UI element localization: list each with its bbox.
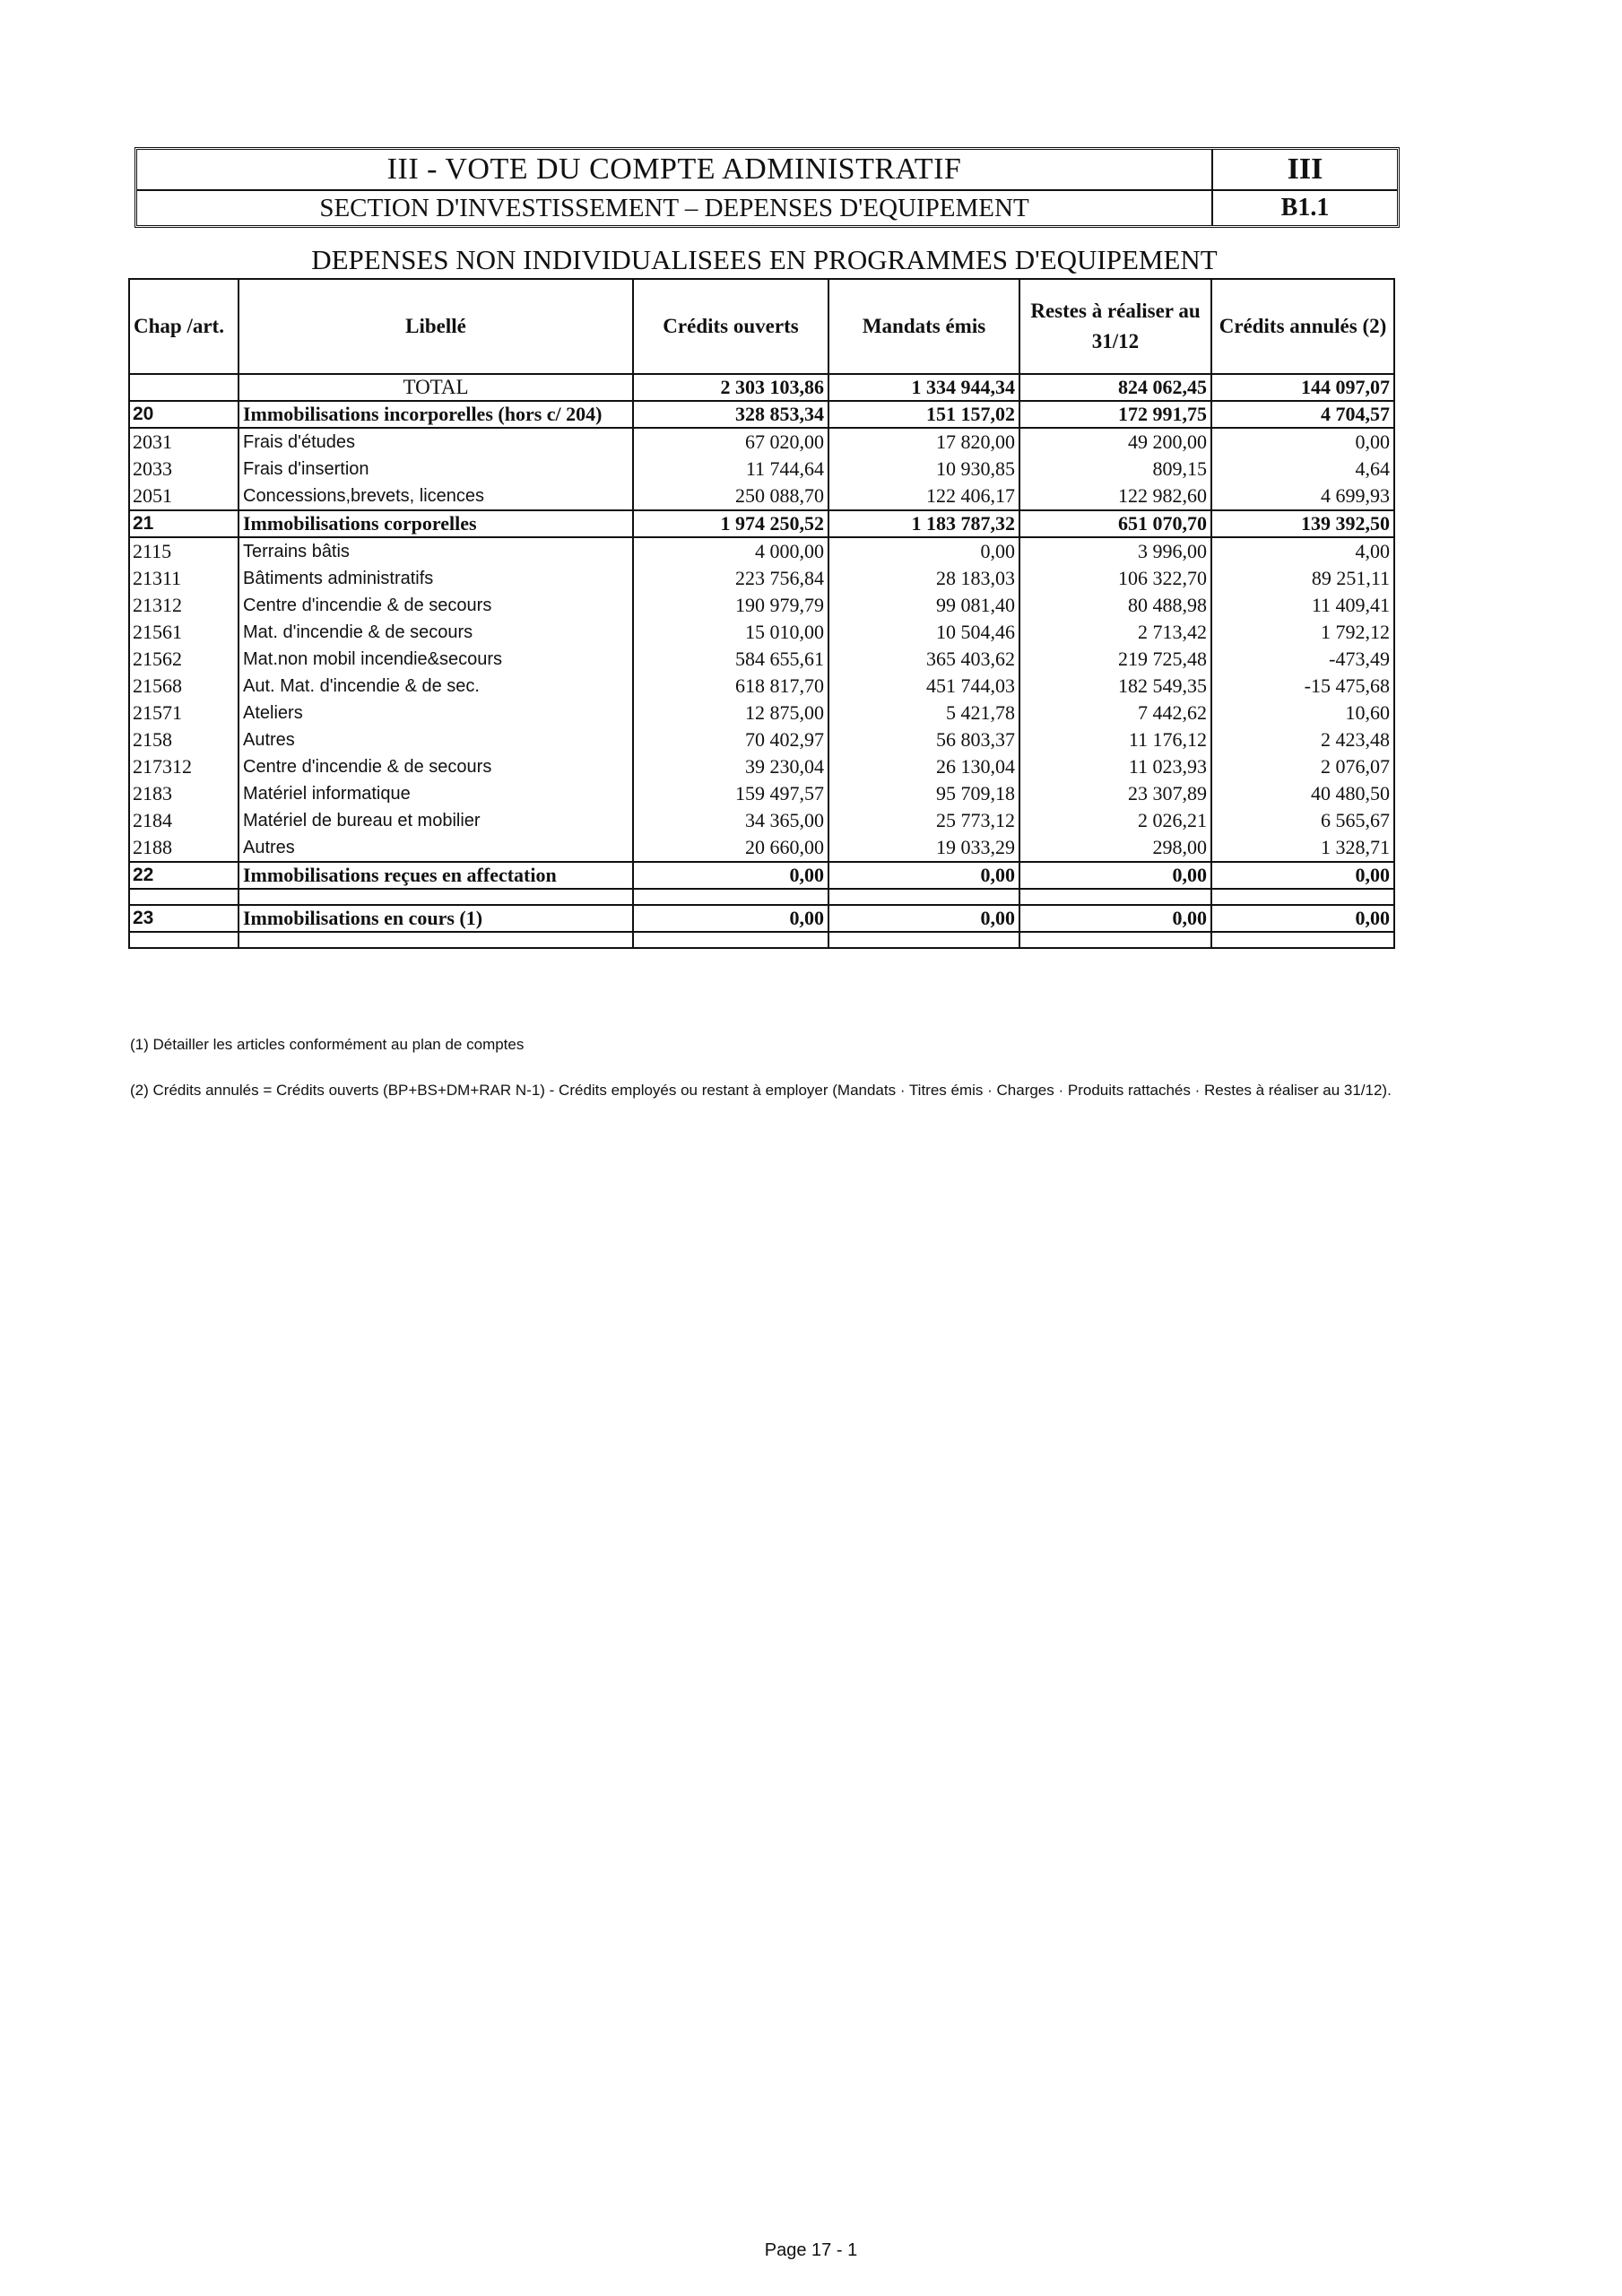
article-label: Mat.non mobil incendie&secours	[239, 646, 633, 673]
article-annules: 4,64	[1211, 456, 1394, 483]
chapter-code: 22	[129, 862, 239, 889]
chapter-annules: 139 392,50	[1211, 510, 1394, 537]
article-mandats: 28 183,03	[828, 565, 1019, 592]
chapter-label: Immobilisations en cours (1)	[239, 905, 633, 932]
total-row	[129, 374, 1394, 401]
chapter-restes: 172 991,75	[1019, 401, 1211, 428]
article-annules: 1 328,71	[1211, 834, 1394, 862]
empty-cell	[239, 932, 633, 948]
article-code: 21571	[129, 700, 239, 726]
table-row	[129, 726, 1394, 753]
article-restes: 23 307,89	[1019, 780, 1211, 807]
article-label: Centre d'incendie & de secours	[239, 753, 633, 780]
article-restes: 11 023,93	[1019, 753, 1211, 780]
expenses-table	[128, 278, 1395, 949]
chapter-code: 20	[129, 401, 239, 428]
article-annules: 89 251,11	[1211, 565, 1394, 592]
article-code: 2188	[129, 834, 239, 862]
article-annules: 40 480,50	[1211, 780, 1394, 807]
article-code: 2158	[129, 726, 239, 753]
empty-cell	[1019, 889, 1211, 905]
article-label: Autres	[239, 726, 633, 753]
footnote-1: (1) Détailler les articles conformément au plan de comptes	[130, 1036, 525, 1053]
article-annules: 4 699,93	[1211, 483, 1394, 510]
empty-cell	[633, 889, 828, 905]
table-row	[129, 834, 1394, 862]
col-header-chap: Chap /art.	[129, 279, 239, 374]
article-code: 2031	[129, 428, 239, 456]
total-restes: 824 062,45	[1019, 374, 1211, 401]
article-credits: 618 817,70	[633, 673, 828, 700]
chapter-row	[129, 905, 1394, 932]
chapter-credits: 1 974 250,52	[633, 510, 828, 537]
page-number: Page 17 - 1	[764, 2240, 858, 2260]
article-restes: 809,15	[1019, 456, 1211, 483]
header-code-box	[1213, 150, 1397, 225]
col-header-libelle: Libellé	[239, 279, 633, 374]
header-code: III	[1213, 150, 1397, 191]
table-row	[129, 753, 1394, 780]
total-mandats: 1 334 944,34	[828, 374, 1019, 401]
article-restes: 122 982,60	[1019, 483, 1211, 510]
chapter-credits: 328 853,34	[633, 401, 828, 428]
article-credits: 223 756,84	[633, 565, 828, 592]
article-restes: 7 442,62	[1019, 700, 1211, 726]
article-mandats: 26 130,04	[828, 753, 1019, 780]
table-row	[129, 592, 1394, 619]
empty-chapter-spacer	[129, 932, 1394, 948]
article-label: Bâtiments administratifs	[239, 565, 633, 592]
article-credits: 584 655,61	[633, 646, 828, 673]
article-annules: 0,00	[1211, 428, 1394, 456]
article-label: Aut. Mat. d'incendie & de sec.	[239, 673, 633, 700]
article-mandats: 17 820,00	[828, 428, 1019, 456]
article-label: Frais d'insertion	[239, 456, 633, 483]
total-label: TOTAL	[239, 374, 633, 401]
col-header-annules: Crédits annulés (2)	[1211, 279, 1394, 374]
chapter-mandats: 151 157,02	[828, 401, 1019, 428]
article-restes: 11 176,12	[1019, 726, 1211, 753]
col-header-restes: Restes à réaliser au 31/12	[1019, 279, 1211, 374]
footnote-2: (2) Crédits annulés = Crédits ouverts (BP+BS+DM+RAR N-1) - Crédits employés ou restant à employer (Mandats · Titres émis · Charges · Produits rattachés · Restes à réaliser au 31/12).	[130, 1082, 1392, 1099]
header-title: III - VOTE DU COMPTE ADMINISTRATIF	[137, 150, 1211, 191]
article-mandats: 10 930,85	[828, 456, 1019, 483]
article-label: Centre d'incendie & de secours	[239, 592, 633, 619]
empty-cell	[1211, 932, 1394, 948]
chapter-label: Immobilisations corporelles	[239, 510, 633, 537]
article-annules: 11 409,41	[1211, 592, 1394, 619]
table-row	[129, 483, 1394, 510]
chapter-credits: 0,00	[633, 905, 828, 932]
article-mandats: 10 504,46	[828, 619, 1019, 646]
article-code: 2115	[129, 537, 239, 565]
article-mandats: 56 803,37	[828, 726, 1019, 753]
chapter-annules: 0,00	[1211, 905, 1394, 932]
article-label: Terrains bâtis	[239, 537, 633, 565]
article-mandats: 95 709,18	[828, 780, 1019, 807]
table-row	[129, 428, 1394, 456]
article-credits: 190 979,79	[633, 592, 828, 619]
article-restes: 106 322,70	[1019, 565, 1211, 592]
article-code: 217312	[129, 753, 239, 780]
article-mandats: 122 406,17	[828, 483, 1019, 510]
chapter-row	[129, 862, 1394, 889]
article-label: Ateliers	[239, 700, 633, 726]
chapter-code: 23	[129, 905, 239, 932]
article-mandats: 451 744,03	[828, 673, 1019, 700]
article-label: Matériel de bureau et mobilier	[239, 807, 633, 834]
article-annules: 2 423,48	[1211, 726, 1394, 753]
header-subcode: B1.1	[1280, 194, 1330, 222]
article-code: 2033	[129, 456, 239, 483]
table-row	[129, 456, 1394, 483]
article-annules: -473,49	[1211, 646, 1394, 673]
chapter-annules: 0,00	[1211, 862, 1394, 889]
chapter-code: 21	[129, 510, 239, 537]
chapter-mandats: 0,00	[828, 862, 1019, 889]
article-credits: 12 875,00	[633, 700, 828, 726]
empty-cell	[239, 889, 633, 905]
header-section: SECTION D'INVESTISSEMENT – DEPENSES D'EQUIPEMENT	[319, 193, 1029, 222]
article-credits: 20 660,00	[633, 834, 828, 862]
article-code: 21562	[129, 646, 239, 673]
chapter-restes: 0,00	[1019, 905, 1211, 932]
article-restes: 3 996,00	[1019, 537, 1211, 565]
table-row	[129, 619, 1394, 646]
chapter-label: Immobilisations reçues en affectation	[239, 862, 633, 889]
article-credits: 11 744,64	[633, 456, 828, 483]
chapter-label: Immobilisations incorporelles (hors c/ 204)	[239, 401, 633, 428]
article-annules: 4,00	[1211, 537, 1394, 565]
article-credits: 15 010,00	[633, 619, 828, 646]
article-credits: 70 402,97	[633, 726, 828, 753]
article-restes: 2 026,21	[1019, 807, 1211, 834]
article-mandats: 365 403,62	[828, 646, 1019, 673]
article-credits: 34 365,00	[633, 807, 828, 834]
col-header-mandats: Mandats émis	[828, 279, 1019, 374]
article-restes: 80 488,98	[1019, 592, 1211, 619]
article-label: Frais d'études	[239, 428, 633, 456]
article-code: 21312	[129, 592, 239, 619]
article-annules: 10,60	[1211, 700, 1394, 726]
chapter-credits: 0,00	[633, 862, 828, 889]
article-credits: 67 020,00	[633, 428, 828, 456]
article-mandats: 0,00	[828, 537, 1019, 565]
table-row	[129, 780, 1394, 807]
chapter-mandats: 1 183 787,32	[828, 510, 1019, 537]
article-restes: 2 713,42	[1019, 619, 1211, 646]
article-code: 21561	[129, 619, 239, 646]
table-header-row	[129, 279, 1394, 374]
article-label: Matériel informatique	[239, 780, 633, 807]
chapter-mandats: 0,00	[828, 905, 1019, 932]
article-credits: 4 000,00	[633, 537, 828, 565]
article-annules: 1 792,12	[1211, 619, 1394, 646]
article-mandats: 5 421,78	[828, 700, 1019, 726]
table-row	[129, 646, 1394, 673]
chapter-row	[129, 510, 1394, 537]
total-annules: 144 097,07	[1211, 374, 1394, 401]
article-label: Autres	[239, 834, 633, 862]
empty-cell	[129, 932, 239, 948]
article-code: 2183	[129, 780, 239, 807]
article-credits: 159 497,57	[633, 780, 828, 807]
chapter-row	[129, 401, 1394, 428]
article-code: 21311	[129, 565, 239, 592]
table-row	[129, 673, 1394, 700]
article-annules: 6 565,67	[1211, 807, 1394, 834]
total-credits: 2 303 103,86	[633, 374, 828, 401]
header-main	[137, 150, 1213, 225]
article-mandats: 19 033,29	[828, 834, 1019, 862]
empty-cell	[633, 932, 828, 948]
article-code: 2184	[129, 807, 239, 834]
chapter-restes: 651 070,70	[1019, 510, 1211, 537]
chapter-annules: 4 704,57	[1211, 401, 1394, 428]
article-mandats: 25 773,12	[828, 807, 1019, 834]
article-restes: 182 549,35	[1019, 673, 1211, 700]
chapter-restes: 0,00	[1019, 862, 1211, 889]
article-credits: 250 088,70	[633, 483, 828, 510]
article-restes: 49 200,00	[1019, 428, 1211, 456]
empty-chapter-spacer	[129, 889, 1394, 905]
table-row	[129, 537, 1394, 565]
empty-cell	[1211, 889, 1394, 905]
article-code: 21568	[129, 673, 239, 700]
article-restes: 219 725,48	[1019, 646, 1211, 673]
article-label: Mat. d'incendie & de secours	[239, 619, 633, 646]
col-header-credits: Crédits ouverts	[633, 279, 828, 374]
article-credits: 39 230,04	[633, 753, 828, 780]
article-label: Concessions,brevets, licences	[239, 483, 633, 510]
empty-cell	[828, 889, 1019, 905]
article-annules: -15 475,68	[1211, 673, 1394, 700]
article-mandats: 99 081,40	[828, 592, 1019, 619]
header-box	[134, 147, 1400, 228]
table-row	[129, 807, 1394, 834]
table-row	[129, 700, 1394, 726]
table-row	[129, 565, 1394, 592]
empty-cell	[129, 889, 239, 905]
article-restes: 298,00	[1019, 834, 1211, 862]
table-subtitle: DEPENSES NON INDIVIDUALISEES EN PROGRAMMES D'EQUIPEMENT	[311, 244, 1218, 275]
empty-cell	[828, 932, 1019, 948]
article-annules: 2 076,07	[1211, 753, 1394, 780]
article-code: 2051	[129, 483, 239, 510]
empty-cell	[1019, 932, 1211, 948]
